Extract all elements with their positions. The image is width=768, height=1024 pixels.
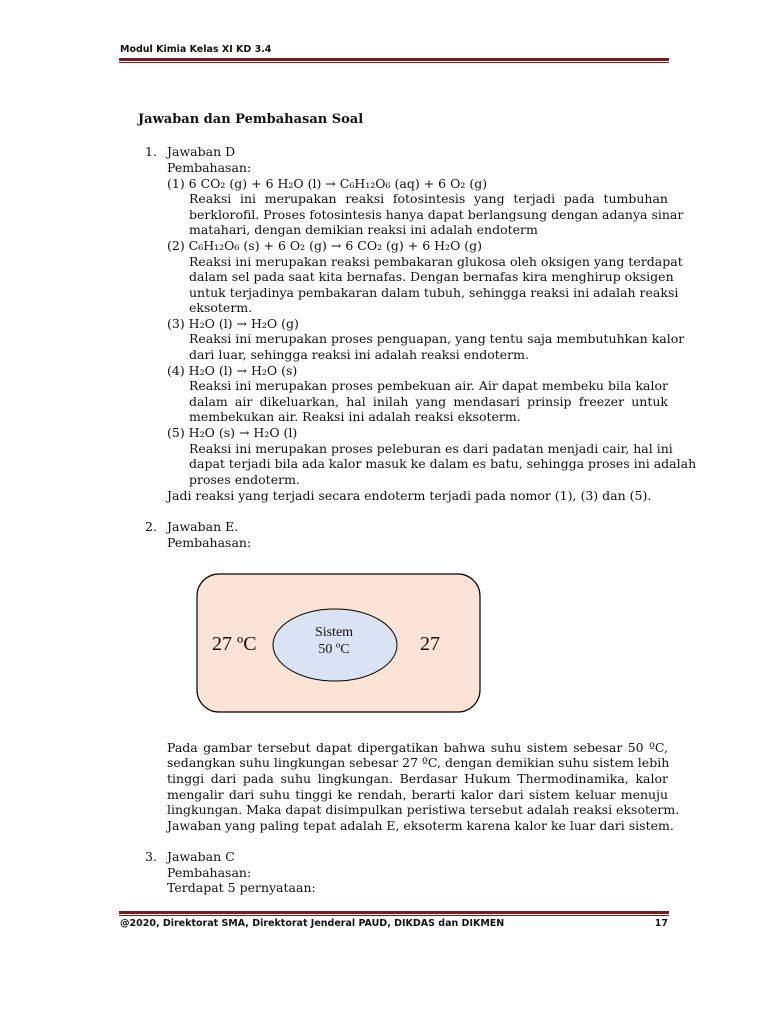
q1-equation-3: (3) H₂O (l) → H₂O (g) [167,316,299,331]
q1-p2-line: dalam sel pada saat kita bernafas. Dengan bernafas kira menghirup oksigen [189,269,674,284]
q1-conclusion: Jadi reaksi yang terjadi secara endoterm terjadi pada nomor (1), (3) dan (5). [167,488,652,503]
q1-p4-line: dalam air dikeluarkan, hal inilah yang mendasari prinsip freezer untuk [189,394,668,409]
q1-pembahasan: Pembahasan: [167,160,252,175]
header-rule [119,58,669,61]
q1-answer: Jawaban D [167,144,236,159]
q1-p5-line: dapat terjadi bila ada kalor masuk ke dalam es batu, sehingga proses ini adalah [189,456,697,471]
q2-para-line: Pada gambar tersebut dapat dipergatikan bahwa suhu sistem sebesar 50 ºC, [167,740,668,755]
running-header: Modul Kimia Kelas XI KD 3.4 [120,44,272,55]
q1-p1-line: Reaksi ini merupakan reaksi fotosintesis yang terjadi pada tumbuhan [189,191,668,206]
section-title: Jawaban dan Pembahasan Soal [138,112,364,127]
q3-answer: Jawaban C [167,849,235,864]
q2-para-line: Jawaban yang paling tepat adalah E, eksoterm karena kalor ke luar dari sistem. [167,818,674,833]
q3-pembahasan: Pembahasan: [167,865,252,880]
q1-p5-line: proses endoterm. [189,472,300,487]
footer-copyright: @2020, Direktorat SMA, Direktorat Jenderal PAUD, DIKDAS dan DIKMEN [120,918,505,929]
footer-rule [119,911,669,914]
q1-p1-line: matahari, dengan demikian reaksi ini adalah endoterm [189,222,538,237]
footer-rule-thin [119,915,669,916]
system-label: Sistem [314,625,354,640]
footer [120,918,668,929]
surroundings-temperature-right: 27 [420,633,440,655]
q1-p2-line: untuk terjadinya pembakaran dalam tubuh, sehingga reaksi ini adalah reaksi [189,285,679,300]
q1-equation-4: (4) H₂O (l) → H₂O (s) [167,363,298,378]
q1-p2-line: Reaksi ini merupakan reaksi pembakaran glukosa oleh oksigen yang terdapat [189,254,683,269]
system-surroundings-diagram [196,573,481,713]
q1-equation-2: (2) C₆H₁₂O₆ (s) + 6 O₂ (g) → 6 CO₂ (g) + 6 H₂O (g) [167,238,483,253]
header-rule-thin [119,62,669,63]
q1-equation-1: (1) 6 CO₂ (g) + 6 H₂O (l) → C₆H₁₂O₆ (aq) + 6 O₂ (g) [167,176,488,191]
q1-p3-line: Reaksi ini merupakan proses penguapan, yang tentu saja membutuhkan kalor [189,331,685,346]
system-temperature: 50 ºC [318,642,350,657]
page-number: 17 [654,918,668,929]
q2-para-line: lingkungan. Maka dapat disimpulkan peristiwa tersebut adalah reaksi eksoterm. [167,802,680,817]
q1-p3-line: dari luar, sehingga reaksi ini adalah reaksi endoterm. [189,347,529,362]
q2-para-line: mengalir dari suhu tinggi ke rendah, berarti kalor dari sistem keluar menuju [167,787,668,802]
q1-p1-line: berklorofil. Proses fotosintesis hanya dapat berlangsung dengan adanya sinar [189,207,684,222]
q2-para-line: sedangkan suhu lingkungan sebesar 27 ºC, dengan demikian suhu sistem lebih [167,755,670,770]
q1-p5-line: Reaksi ini merupakan proses peleburan es dari padatan menjadi cair, hal ini [189,441,673,456]
q2-para-line: tinggi dari pada suhu lingkungan. Berdasar Hukum Thermodinamika, kalor [167,771,668,786]
q2-answer: Jawaban E. [167,519,239,534]
surroundings-temperature-left: 27 ºC [212,633,257,655]
q1-p2-line: eksoterm. [189,300,253,315]
q1-p4-line: Reaksi ini merupakan proses pembekuan air. Air dapat membeku bila kalor [189,378,668,393]
q1-p4-line: membekukan air. Reaksi ini adalah reaksi eksoterm. [189,409,521,424]
q3-intro: Terdapat 5 pernyataan: [167,880,316,895]
q1-number: 1. [145,144,157,159]
q1-equation-5: (5) H₂O (s) → H₂O (l) [167,425,298,440]
q2-number: 2. [145,519,157,534]
q2-pembahasan: Pembahasan: [167,535,252,550]
q3-number: 3. [145,849,157,864]
